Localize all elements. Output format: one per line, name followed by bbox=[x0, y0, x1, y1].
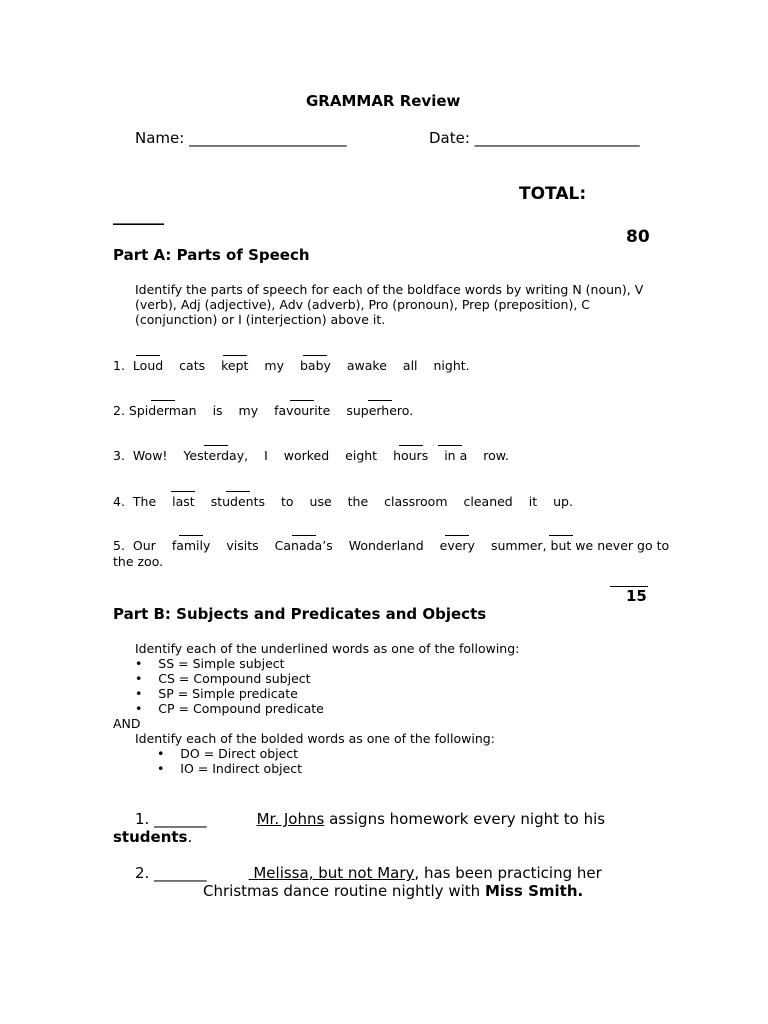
word: The bbox=[132, 494, 157, 509]
word: is bbox=[212, 403, 223, 418]
word: to bbox=[656, 538, 670, 553]
part-b-intro-1: Identify each of the underlined words as one of the following: bbox=[135, 641, 520, 656]
word: cats bbox=[179, 358, 206, 373]
sentence-number: 4. bbox=[113, 494, 125, 509]
word: Wow! bbox=[132, 448, 168, 463]
question-1-line-2 bbox=[113, 828, 192, 846]
word: summer, bbox=[490, 538, 547, 553]
word: row. bbox=[483, 448, 509, 463]
word: awake bbox=[346, 358, 387, 373]
word: hours bbox=[393, 448, 429, 463]
bolded-object: Miss Smith. bbox=[484, 882, 584, 900]
word: superhero. bbox=[346, 403, 414, 418]
bullet-icon: • bbox=[135, 671, 143, 686]
word: never bbox=[597, 538, 634, 553]
word: kept bbox=[221, 358, 249, 373]
word: Spiderman bbox=[128, 403, 197, 418]
question-2-line-2 bbox=[203, 882, 583, 900]
list-item: • CS = Compound subject bbox=[135, 671, 311, 686]
word: to bbox=[280, 494, 294, 509]
list-item: • SP = Simple predicate bbox=[135, 686, 298, 701]
list-subjects-predicates bbox=[135, 656, 324, 716]
underlined-subject: Mr. Johns bbox=[256, 810, 325, 828]
sentence-number: 3. bbox=[113, 448, 125, 463]
word: a bbox=[459, 448, 468, 463]
word: Yesterday, bbox=[183, 448, 249, 463]
sentence-2 bbox=[113, 403, 413, 418]
question-number: 2. _______ bbox=[135, 864, 207, 882]
word: all bbox=[402, 358, 418, 373]
total-label: TOTAL: bbox=[519, 184, 587, 204]
and-label: AND bbox=[113, 716, 141, 731]
bullet-icon: • bbox=[135, 686, 143, 701]
part-a-instructions: Identify the parts of speech for each of the boldface words by writing N (noun), V (verb), Adj (adjective), Adv (adverb), Pro (pronoun), Prep (preposition), C (conjunction) or I (interjection) above it. bbox=[135, 282, 644, 327]
word: but bbox=[550, 538, 572, 553]
question-text: assigns homework every night to his bbox=[324, 810, 606, 828]
sentence-4 bbox=[113, 494, 573, 509]
sentence-number: 5. bbox=[113, 538, 125, 553]
word: last bbox=[172, 494, 195, 509]
sentence-5-continuation: the zoo. bbox=[113, 554, 164, 569]
word: in bbox=[444, 448, 456, 463]
total-value: 80 bbox=[626, 227, 650, 247]
word: classroom bbox=[384, 494, 448, 509]
word: use bbox=[309, 494, 332, 509]
word: worked bbox=[283, 448, 330, 463]
list-item: • DO = Direct object bbox=[157, 746, 299, 761]
word: we bbox=[575, 538, 594, 553]
word: night. bbox=[433, 358, 470, 373]
name-field: Name: _____________________ bbox=[135, 129, 347, 147]
date-field: Date: ______________________ bbox=[429, 129, 640, 147]
sentence-number: 2. bbox=[113, 403, 125, 418]
page-title: GRAMMAR Review bbox=[306, 92, 461, 110]
word: up. bbox=[553, 494, 573, 509]
word: my bbox=[264, 358, 284, 373]
word: favourite bbox=[274, 403, 331, 418]
question-text: , has been practicing her bbox=[414, 864, 602, 882]
part-b-heading: Part B: Subjects and Predicates and Objects bbox=[113, 605, 487, 623]
word: family bbox=[171, 538, 211, 553]
bolded-object: students bbox=[113, 828, 188, 846]
word: the bbox=[347, 494, 369, 509]
list-item: • IO = Indirect object bbox=[157, 761, 303, 776]
question-number: 1. _______ bbox=[135, 810, 207, 828]
word: I bbox=[264, 448, 268, 463]
word: it bbox=[528, 494, 538, 509]
word: Our bbox=[132, 538, 156, 553]
underlined-subject: Melissa, but not Mary bbox=[248, 864, 415, 882]
word: eight bbox=[345, 448, 378, 463]
sentence-3 bbox=[113, 448, 509, 463]
word: go bbox=[637, 538, 653, 553]
word: students bbox=[210, 494, 265, 509]
list-objects bbox=[157, 746, 302, 776]
sentence-1 bbox=[113, 358, 470, 373]
part-a-score: 15 bbox=[626, 587, 647, 605]
question-2 bbox=[135, 864, 602, 882]
word: Wonderland bbox=[348, 538, 424, 553]
word: visits bbox=[226, 538, 259, 553]
bullet-icon: • bbox=[157, 761, 165, 776]
word: Canada’s bbox=[274, 538, 333, 553]
word: cleaned bbox=[463, 494, 513, 509]
bullet-icon: • bbox=[135, 701, 143, 716]
word: Loud bbox=[132, 358, 164, 373]
bullet-icon: • bbox=[135, 656, 143, 671]
part-b-intro-2: Identify each of the bolded words as one of the following: bbox=[135, 731, 495, 746]
sentence-number: 1. bbox=[113, 358, 125, 373]
word: my bbox=[238, 403, 259, 418]
question-1 bbox=[135, 810, 605, 828]
part-a-heading: Part A: Parts of Speech bbox=[113, 246, 310, 264]
list-item: • SS = Simple subject bbox=[135, 656, 285, 671]
total-line: ______ bbox=[113, 206, 164, 226]
word: every bbox=[439, 538, 475, 553]
word: baby bbox=[299, 358, 331, 373]
list-item: • CP = Compound predicate bbox=[135, 701, 324, 716]
question-text: Christmas dance routine nightly with bbox=[203, 882, 485, 900]
bullet-icon: • bbox=[157, 746, 165, 761]
sentence-5 bbox=[113, 538, 669, 553]
question-end: . bbox=[187, 828, 193, 846]
